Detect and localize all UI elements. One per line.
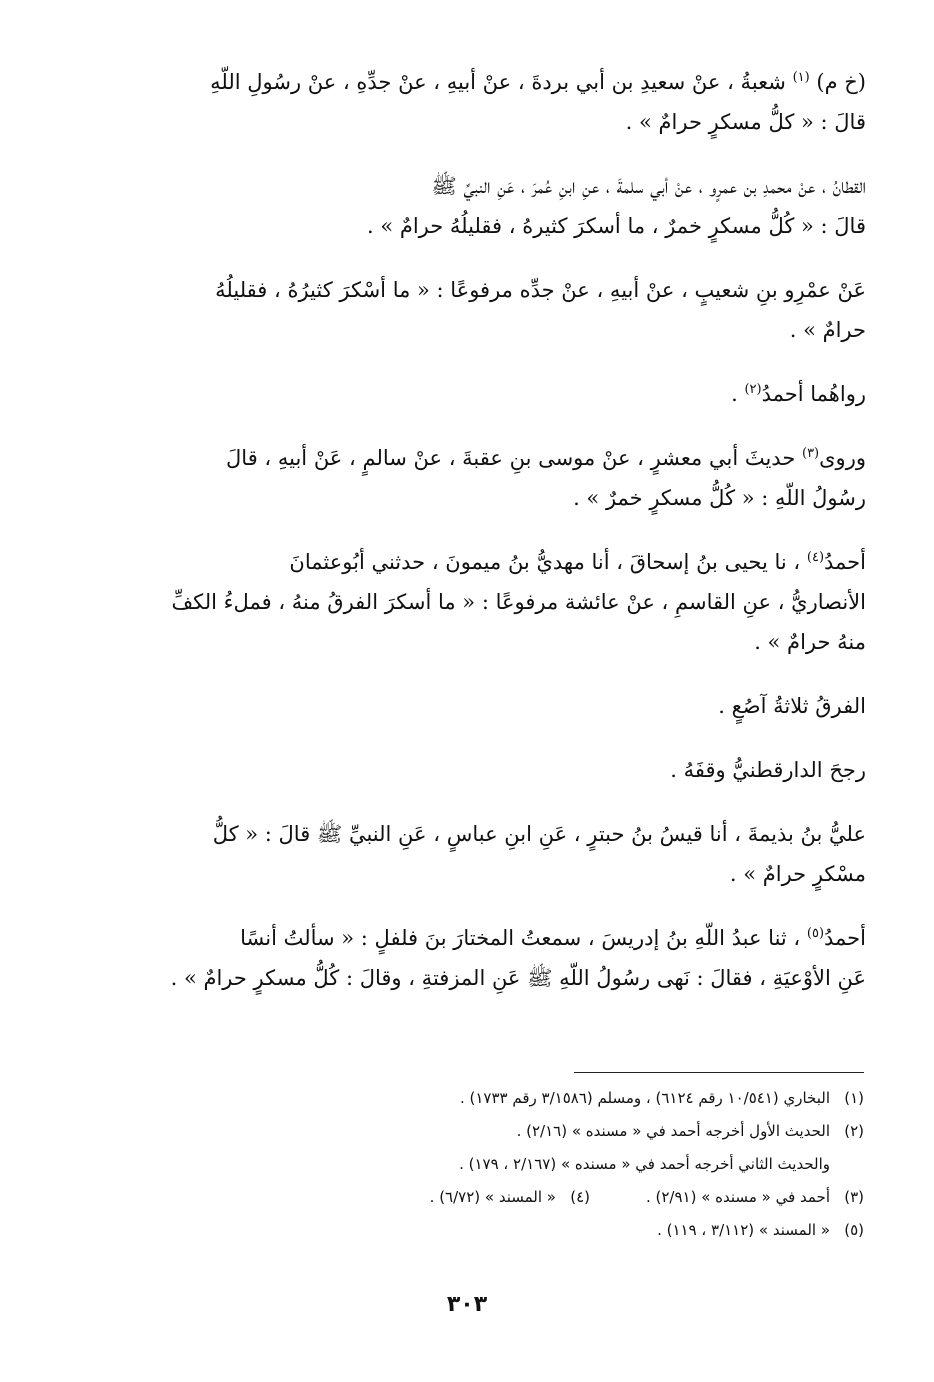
footnote-item (304, 1214, 864, 1247)
footnote-text: والحديث الثاني أخرجه أحمد في « مسنده » (٢/١٦٧ ، ١٧٩) . (459, 1155, 830, 1173)
paragraph-9 (71, 814, 866, 894)
paragraph-6 (71, 542, 866, 662)
text-line: منهُ حرامٌ » . (754, 630, 866, 654)
footnote-ref[interactable]: (٥) (806, 926, 825, 941)
footnote-divider (574, 1072, 864, 1073)
footnotes (304, 1082, 864, 1247)
text-line: رجحَ الدارقطنيُّ وقفَهُ . (670, 758, 866, 782)
text-line: القطانُ ، عنْ محمدِ بن عمرٍو ، عنْ أبي سلمةَ ، عنِ ابنِ عُمرَ ، عَنِ النبيِّ ﷺ (431, 174, 866, 198)
text-line: الفرقُ ثلاثةُ آصُعٍ . (718, 694, 866, 718)
text-line: الأنصاريُّ ، عنِ القاسمِ ، عنْ عائشة مرفوعًا : « ما أسكرَ الفرقُ منهُ ، فملءُ الكفِّ (171, 590, 866, 614)
paragraph-5 (71, 438, 866, 518)
text-line: حرامٌ » . (789, 318, 866, 342)
footnote-number: (٣) (844, 1188, 864, 1206)
footnote-item (304, 1082, 864, 1115)
text-line: عَنِ الأوْعيَةِ ، فقالَ : نَهى رسُولُ اللّهِ ﷺ عَنِ المزفتةِ ، وقالَ : كُلُّ مسكرٍ حرامٌ » . (170, 966, 866, 990)
paragraph-7 (71, 686, 866, 726)
text-line: قالَ : « كُلُّ مسكرٍ خمرٌ ، ما أسكرَ كثيرهُ ، فقليلُهُ حرامٌ » . (366, 214, 866, 238)
footnote-ref[interactable]: (٢) (744, 382, 762, 397)
footnote-number: (١) (844, 1089, 864, 1107)
footnote-text: « المسند » (٣/١١٢ ، ١١٩) . (657, 1221, 830, 1239)
footnote-ref[interactable]: (١) (792, 70, 810, 85)
text-line: مسْكرٍ حرامٌ » . (729, 862, 866, 886)
footnote-number: (٢) (844, 1122, 864, 1140)
text-line: (خ م) $^{(١)}$ شعبةُ ، عنْ سعيدِ بن أبي بردةَ ، عنْ أبيهِ ، عنْ جدِّهِ ، عنْ رسُولِ اللّهِ (210, 70, 866, 94)
text-line: عَنْ عمْرِو بنِ شعيبٍ ، عنْ أبيهِ ، عنْ جدِّه مرفوعًا : « ما أسْكرَ كثيرُهُ ، فقليلُهُ (215, 278, 866, 302)
paragraph-4 (71, 374, 866, 414)
footnote-item (304, 1115, 864, 1148)
footnote-item (304, 1148, 864, 1181)
footnote-number: (٤) (570, 1188, 590, 1206)
footnote-text: البخاري (١٠/٥٤١ رقم ٦١٢٤) ، ومسلم (٣/١٥٨٦ رقم ١٧٣٣) . (459, 1089, 830, 1107)
text-line: قالَ : « كلُّ مسكرٍ حرامٌ » . (625, 110, 866, 134)
page-number: ٣٠٣ (446, 1292, 488, 1317)
footnote-number: (٥) (844, 1221, 864, 1239)
text-line: رسُولُ اللّهِ : « كُلُّ مسكرٍ خمرٌ » . (573, 486, 866, 510)
footnote-item (304, 1181, 864, 1214)
text-line: عليُّ بنُ بذيمةَ ، أنا قيسُ بنُ حبترٍ ، عَنِ ابنِ عباسٍ ، عَنِ النبيِّ ﷺ قالَ : « كلُّ (212, 822, 866, 846)
paragraph-1 (71, 62, 866, 142)
text-line: رواهُما أحمدُ$^{(٢)}$ . (731, 382, 866, 406)
footnote-text: الحديث الأول أخرجه أحمد في « مسنده » (٢/١٦) . (516, 1122, 830, 1140)
main-text (71, 62, 866, 1022)
text-line: أحمدُ$^{(٥)}$ ، ثنا عبدُ اللّهِ بنُ إدريسَ ، سمعتُ المختارَ بنَ فلفلٍ : « سألتُ أنسًا (240, 926, 866, 950)
paragraph-8 (71, 750, 866, 790)
text-line: وروى$^{(٣)}$ حديثَ أبي معشرٍ ، عنْ موسى بنِ عقبةَ ، عنْ سالمٍ ، عَنْ أبيهِ ، قالَ (226, 446, 866, 470)
paragraph-2 (71, 166, 866, 246)
paragraph-10 (71, 918, 866, 998)
footnote-ref[interactable]: (٣) (801, 446, 820, 461)
footnote-ref[interactable]: (٤) (806, 550, 825, 565)
footnote-text: أحمد في « مسنده » (٢/٩١) . (645, 1188, 830, 1206)
text-line: أحمدُ$^{(٤)}$ ، نا يحيى بنُ إسحاقَ ، أنا مهديُّ بنُ ميمونَ ، حدثني أبُوعثمانَ (289, 550, 866, 574)
paragraph-3 (71, 270, 866, 350)
footnote-text: « المسند » (٦/٧٢) . (429, 1188, 556, 1206)
